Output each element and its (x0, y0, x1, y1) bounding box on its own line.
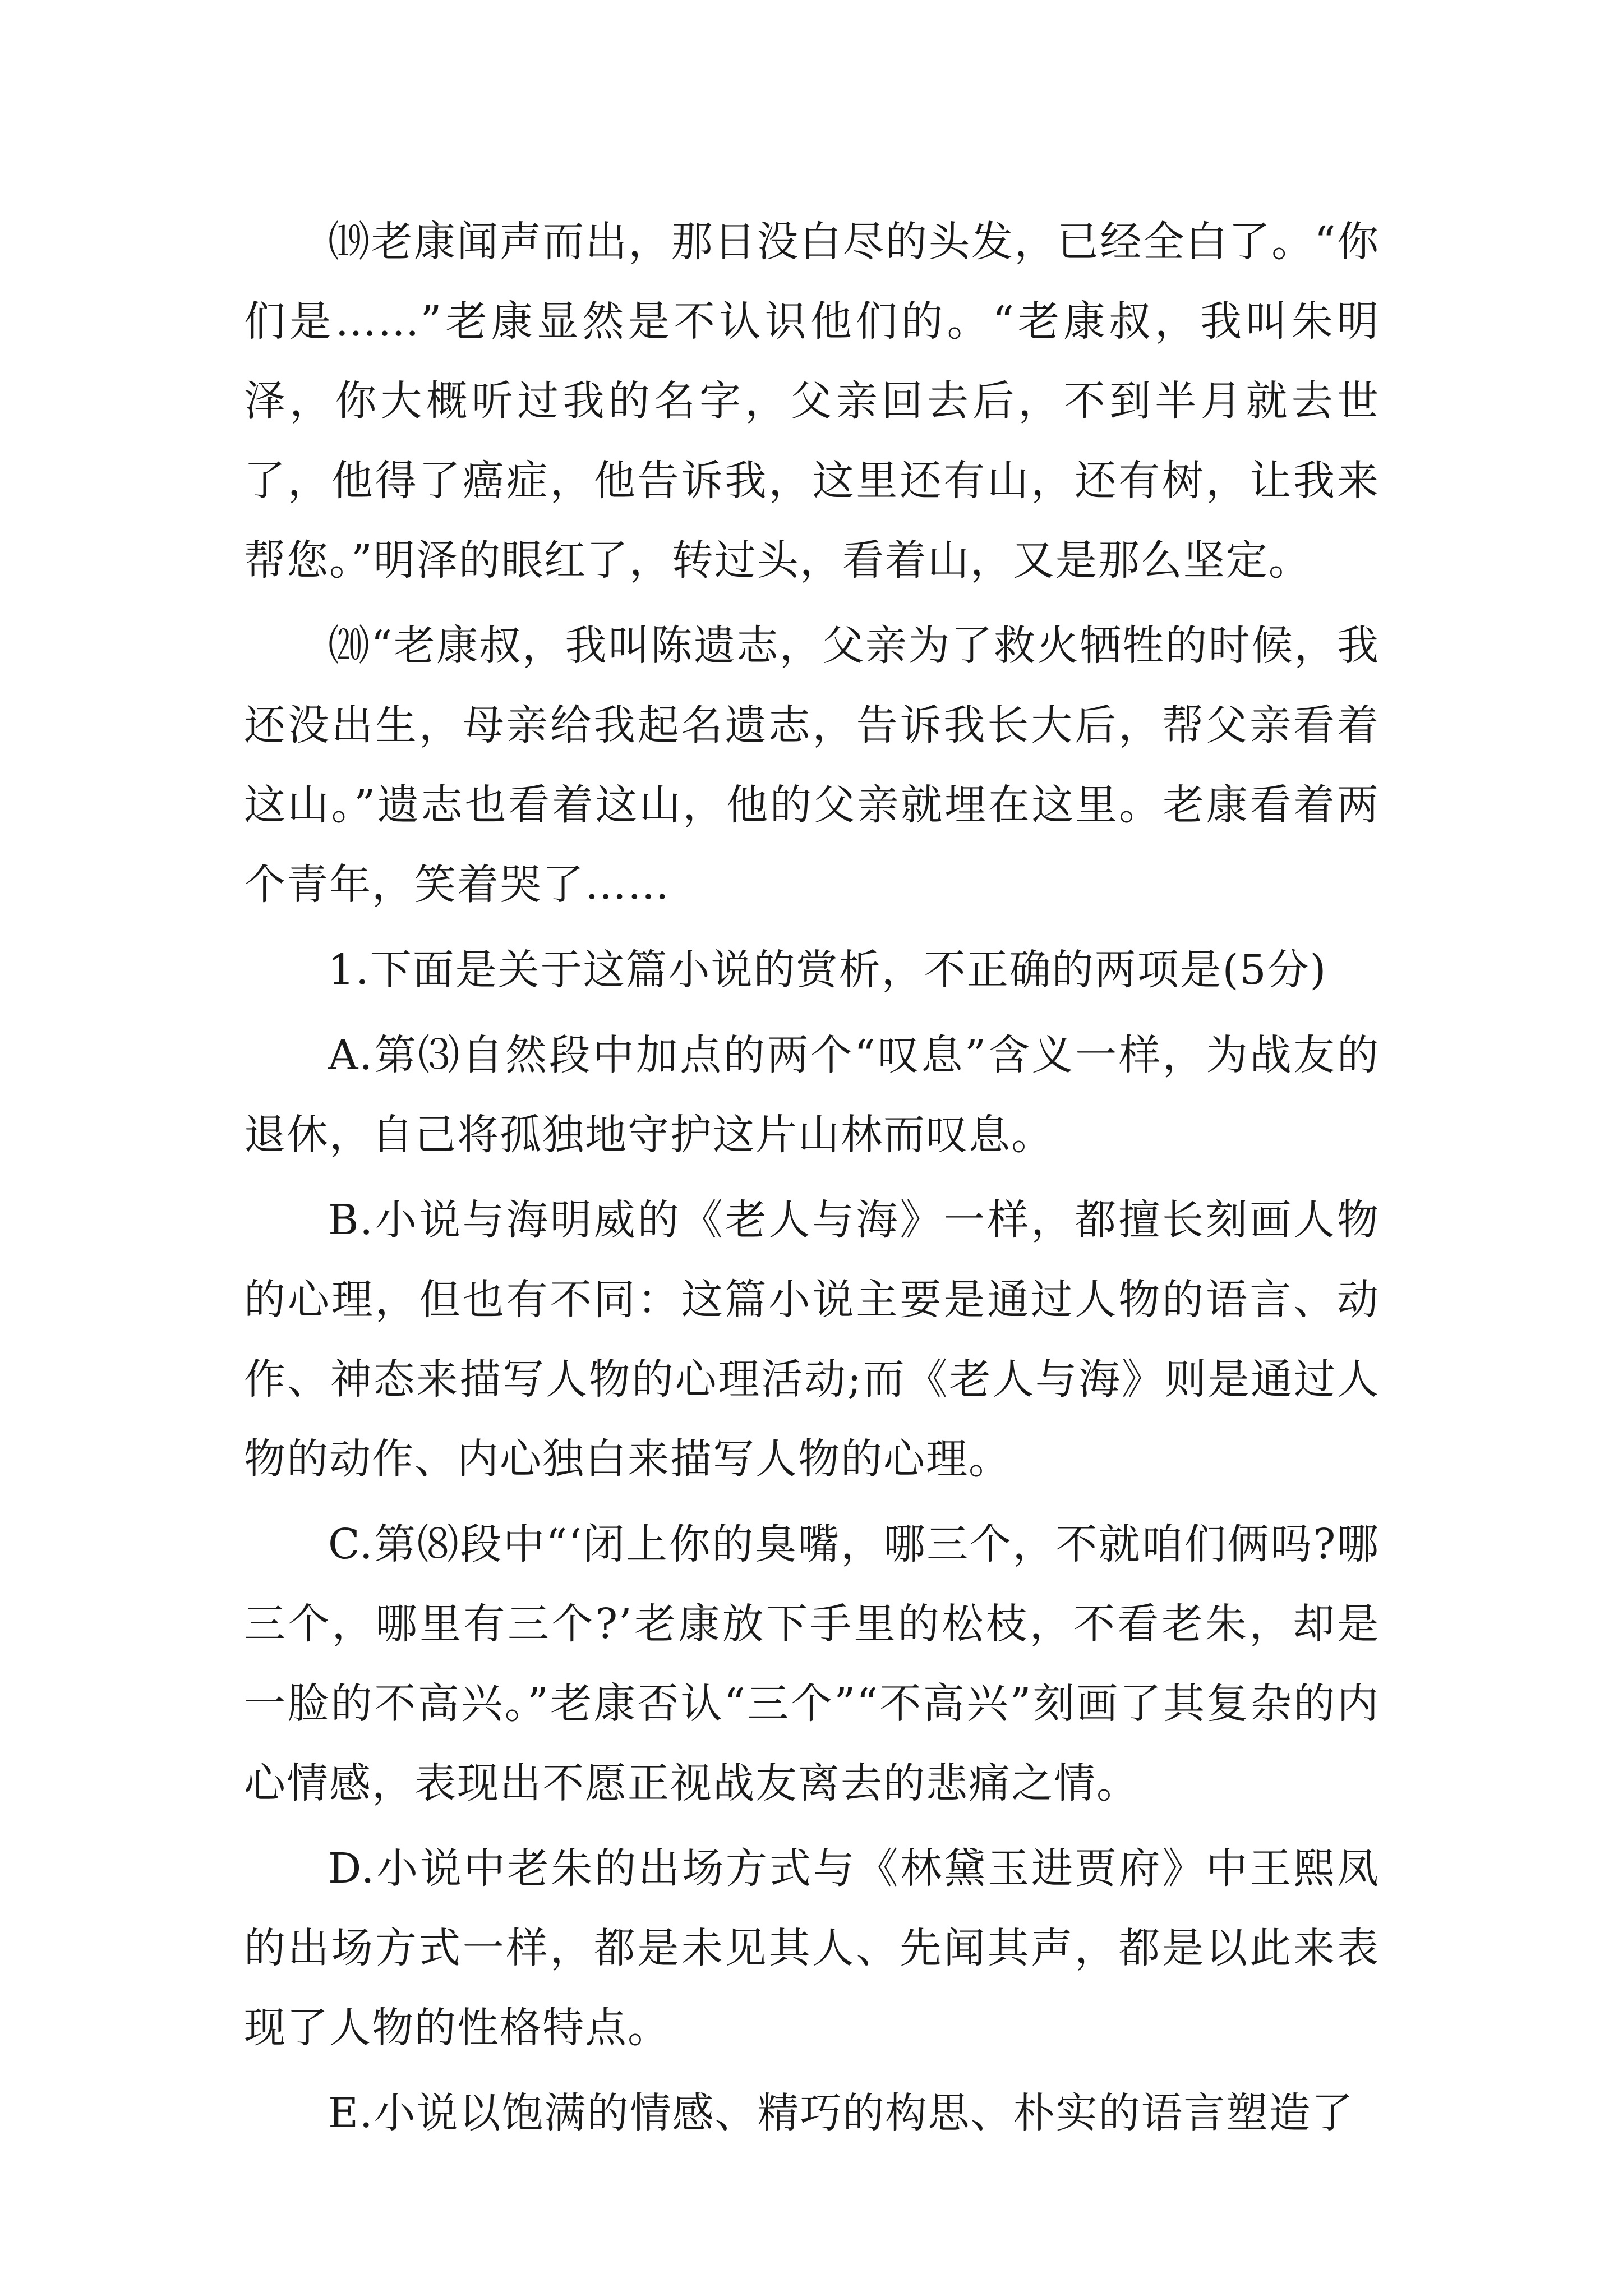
option-a: A.第⑶自然段中加点的两个“叹息”含义一样，为战友的退休，自己将孤独地守护这片山林而叹息。 (244, 1031, 1380, 1159)
paragraph-20: ⒇“老康叔，我叫陈遗志，父亲为了救火牺牲的时候，我还没出生，母亲给我起名遗志，告诉我长大后，帮父亲看着这山。”遗志也看着这山，他的父亲就埋在这里。老康看着两个青年，笑着哭了…… (244, 622, 1380, 909)
option-e: E.小说以饱满的情感、精巧的构思、朴实的语言塑造了 (328, 2089, 1354, 2137)
paragraph-19: ⒆老康闻声而出，那日没白尽的头发，已经全白了。“你们是……”老康显然是不认识他们的。“老康叔，我叫朱明泽，你大概听过我的名字，父亲回去后，不到半月就去世了，他得了癌症，他告诉我，这里还有山，还有树，让我来帮您。”明泽的眼红了，转过头，看着山，又是那么坚定。 (244, 218, 1380, 585)
option-d: D.小说中老朱的出场方式与《林黛玉进贾府》中王熙凤的出场方式一样，都是未见其人、先闻其声，都是以此来表现了人物的性格特点。 (244, 1844, 1380, 2052)
option-b: B.小说与海明威的《老人与海》一样，都擅长刻画人物的心理，但也有不同：这篇小说主要是通过人物的语言、动作、神态来描写人物的心理活动;而《老人与海》则是通过人物的动作、内心独白来描写人物的心理。 (244, 1196, 1380, 1483)
option-c: C.第⑻段中“‘闭上你的臭嘴，哪三个，不就咱们俩吗?哪三个，哪里有三个?’老康放下手里的松枝，不看老朱，却是一脸的不高兴。”老康否认“三个”“不高兴”刻画了其复杂的内心情感，表现出不愿正视战友离去的悲痛之情。 (244, 1520, 1380, 1807)
document-page (244, 202, 1380, 2159)
question-stem: 1.下面是关于这篇小说的赏析，不正确的两项是(5分) (328, 946, 1327, 994)
